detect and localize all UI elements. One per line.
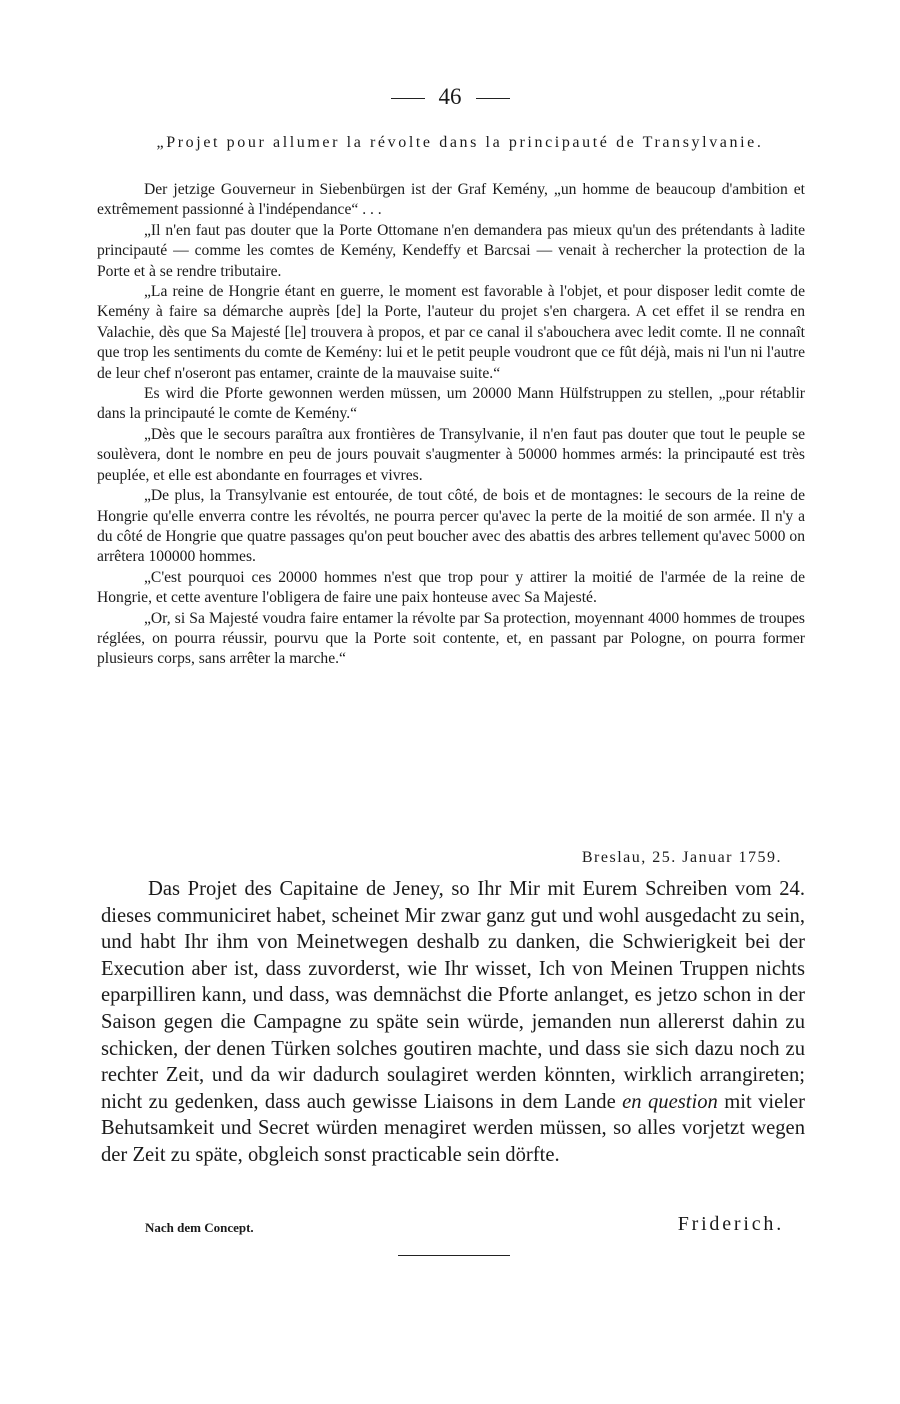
source-note: Nach dem Concept. — [145, 1220, 254, 1235]
letter-text-end: mit vieler Behutsamkeit und Secret würden menagiret werden müssen, so alles vorjetzt wegen der Zeit zu späte, obgleich sonst practicable sein dörfte. — [101, 1090, 805, 1166]
dateline: Breslau, 25. Januar 1759. — [581, 849, 782, 866]
signature: Friderich. — [677, 1213, 784, 1235]
excerpt-paragraph: Der jetzige Gouverneur in Siebenbürgen ist der Graf Kemény, „un homme de beaucoup d'ambition et extrêmement passionné à l'indépendance“ . . . — [97, 181, 805, 219]
letter-body — [101, 876, 805, 1169]
excerpt-paragraph: „La reine de Hongrie étant en guerre, le moment est favorable à l'objet, et pour disposer ledit comte de Kemény à faire sa démarche auprès [de] la Porte, l'auteur du projet s'en chargera. A cet effet il se rendra en Valachie, dès que Sa Majesté [le] trouvera à propos, et par ce canal il s'abouchera avec ledit comte. Il ne connaît que trop les sentiments du comte de Kemény: lui et le petit peuple voudront que ce fût déjà, mais ni l'un ni l'autre de leur chef n'oseront pas entamer, crainte de la mauvaise suite.“ — [97, 283, 805, 382]
letter-paragraph — [101, 876, 805, 1169]
excerpt-paragraph: „Il n'en faut pas douter que la Porte Ottomane n'en demandera pas mieux qu'un des prétendants à ladite principauté — comme les comtes de Kemény, Kendeffy et Barcsai — venait à rechercher la protection de la Porte et à se rendre tributaire. — [97, 221, 805, 280]
right-dash — [476, 98, 510, 99]
excerpt-heading: „Projet pour allumer la révolte dans la principauté de Transylvanie. — [156, 134, 764, 151]
page-number: 46 — [438, 84, 462, 109]
letter-text-start: Das Projet des Capitaine de Jeney, so Ihr Mir mit Eurem Schreiben vom 24. dieses communiciret habet, scheinet Mir zwar ganz gut und wohl ausgedacht zu sein, und habt Ihr ihm von Meinetwegen deshalb zu danken, die Schwierigkeit bei der Execution aber ist, dass zuvorderst, wie Ihr wisset, Ich von Meinen Truppen nichts eparpilliren kann, und dass, was demnächst die Pforte anlanget, es jetzo schon in der Saison gegen die Campagne zu späte sein würde, jemanden nun allererst dahin zu schicken, der denen Türken solches goutiren machte, und dass sie sich dazu noch zu rechter Zeit, und da wir dadurch soulagiret werden könnten, wirklich arrangireten; nicht zu gedenken, dass auch gewisse Liaisons in dem Lande — [101, 878, 805, 1113]
excerpt-block — [97, 180, 805, 670]
letter-italic-phrase: en question — [622, 1090, 718, 1113]
left-dash — [391, 98, 425, 99]
closing-rule — [398, 1255, 510, 1256]
excerpt-paragraph: Es wird die Pforte gewonnen werden müssen, um 20000 Mann Hülfstruppen zu stellen, „pour rétablir dans la principauté le comte de Kemény.“ — [97, 385, 805, 423]
excerpt-paragraph: „C'est pourquoi ces 20000 hommes n'est que trop pour y attirer la moitié de l'armée de la reine de Hongrie, et cette aventure l'obligera de faire une paix honteuse avec Sa Majesté. — [97, 568, 805, 607]
excerpt-paragraph: „Dès que le secours paraîtra aux frontières de Transylvanie, il n'en faut pas douter que tout le peuple se soulèvera, dont le nombre en peu de jours pouvait s'augmenter à 50000 hommes armés: la principauté est très peuplée, et elle est abondante en fourrages et vivres. — [97, 425, 805, 484]
excerpt-paragraph: „Or, si Sa Majesté voudra faire entamer la révolte par Sa protection, moyennant 4000 hommes de troupes réglées, on pourra réussir, pourvu que la Porte soit contente, et, en passant par Pologne, on pourra former plusieurs corps, sans arrêter la marche.“ — [97, 609, 805, 668]
page-number-line — [0, 84, 900, 110]
excerpt-paragraph: „De plus, la Transylvanie est entourée, de tout côté, de bois et de montagnes: le secours de la reine de Hongrie qu'elle enverra contre les révoltés, ne pourra percer qu'avec la perte de la moitié de son armée. Il n'y a du côté de Hongrie que quatre passages qu'on peut boucher avec des abattis des arbres tellement qu'avec 5000 on arrêtera 100000 hommes. — [97, 487, 805, 566]
